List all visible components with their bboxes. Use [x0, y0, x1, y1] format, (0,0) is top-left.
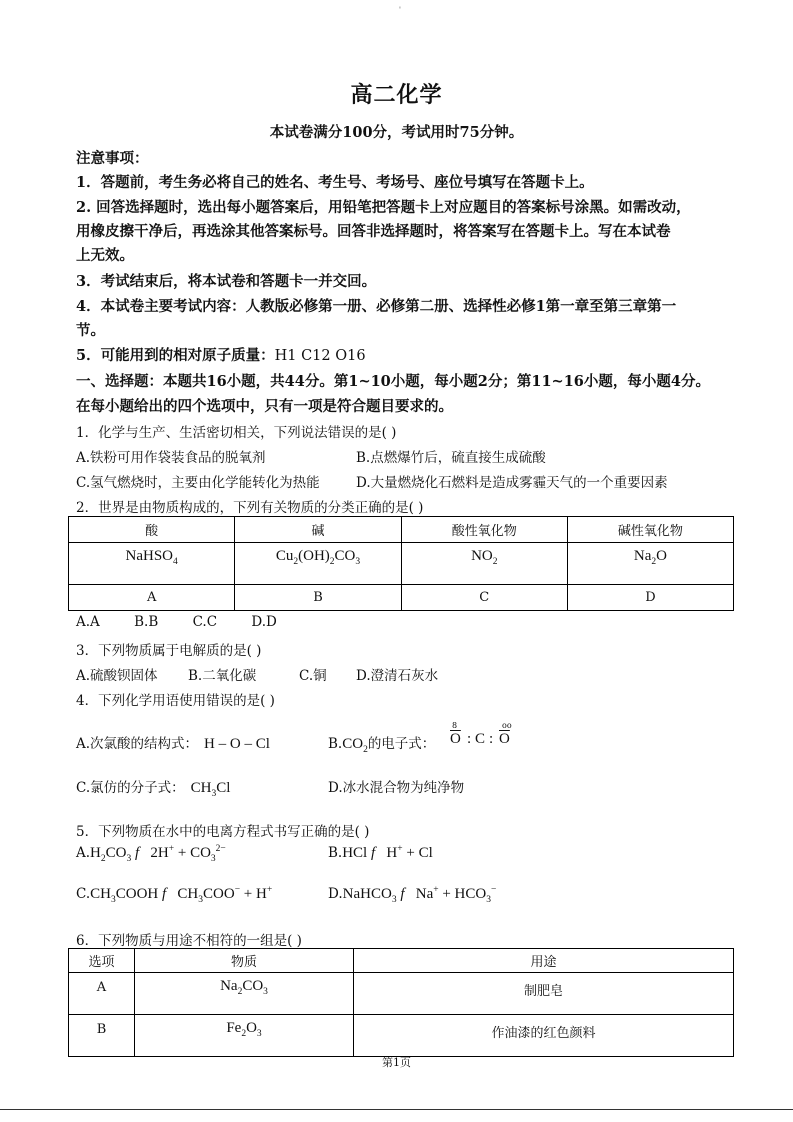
- note-2-line-1: 2. 回答选择题时，选出每小题答案后，用铅笔把答题卡上对应题目的答案标号涂黑。如需改动，: [76, 199, 691, 216]
- q4-option-d: D.冰水混合物为纯净物: [328, 780, 465, 796]
- q1-option-c: C.氢气燃烧时，主要由化学能转化为热能: [76, 475, 320, 491]
- q2-options: A.A B.B C.C D.D: [76, 614, 277, 630]
- electron-dots-left: 8: [452, 721, 458, 730]
- notes-heading: 注意事项：: [76, 150, 149, 167]
- note-2-line-2: 用橡皮擦干净后，再选涂其他答案标号。回答非选择题时，将答案写在答题卡上。写在本试卷: [76, 223, 671, 240]
- q4-option-a: A.次氯酸的结构式： H – O – Cl: [76, 736, 270, 752]
- electron-dots-right: oo: [502, 721, 512, 730]
- section-heading-line-2: 在每小题给出的四个选项中，只有一项是符合题目要求的。: [76, 398, 453, 415]
- q2-header-acid: 酸: [69, 517, 235, 543]
- q1-option-b: B.点燃爆竹后，硫直接生成硫酸: [356, 450, 546, 466]
- note-2-line-3: 上无效。: [76, 247, 134, 264]
- note-1: 1．答题前，考生务必将自己的姓名、考生号、考场号、座位号填写在答题卡上。: [76, 174, 594, 191]
- q4-stem: 4．下列化学用语使用错误的是( ): [76, 693, 275, 709]
- q6-header-substance: 物质: [135, 949, 354, 973]
- note-3: 3．考试结束后，将本试卷和答题卡一并交回。: [76, 273, 377, 290]
- q4-option-c: C.氯仿的分子式： $CH_3Cl$: [76, 780, 231, 799]
- q2-cell-cu2oh2co3: $Cu_2(OH)_2CO_3$: [235, 543, 401, 585]
- q6-row-a-use: 制肥皂: [354, 973, 734, 1015]
- q2-letter-b: B: [235, 585, 401, 611]
- q6-row-b-use: 作油漆的红色颜料: [354, 1015, 734, 1057]
- q5-option-a: $A.H_2CO_3$ f $2H^+ + CO_3^{2-}$: [76, 844, 226, 864]
- top-mark: ': [399, 6, 401, 14]
- page-bottom-rule: [0, 1109, 793, 1110]
- section-heading-line-1: 一、选择题：本题共16小题，共44分。第1~10小题，每小题2分；第11~16小题，每小题4分。: [76, 373, 710, 390]
- q6-row-a-option: A: [69, 973, 135, 1015]
- q5-option-d: D.NaHCO$_3$ f $Na^+ + HCO_3^-$: [328, 885, 497, 905]
- exam-info: 本试卷满分100分，考试用时75分钟。: [269, 124, 524, 141]
- q1-stem: 1．化学与生产、生活密切相关，下列说法错误的是( ): [76, 425, 397, 441]
- page-number: 第1页: [382, 1056, 411, 1069]
- q2-header-basic-oxide: 碱性氧化物: [567, 517, 733, 543]
- note-4-line-2: 节。: [76, 322, 105, 339]
- q5-option-b: B.HCl f H+ + Cl: [328, 844, 433, 861]
- q5-option-c: $C.CH_3COOH$ f $CH_3COO^- + H^+$: [76, 885, 273, 905]
- q2-letter-c: C: [401, 585, 567, 611]
- q5-stem: 5．下列物质在水中的电离方程式书写正确的是( ): [76, 824, 370, 840]
- page-title: 高二化学: [350, 82, 443, 108]
- q6-header-use: 用途: [354, 949, 734, 973]
- note-4-line-1: 4．本试卷主要考试内容：人教版必修第一册、必修第二册、选择性必修1第一章至第三章第一: [76, 298, 677, 315]
- note-5: 5．可能用到的相对原子质量：H1 C12 O16: [76, 347, 366, 364]
- q6-row-a-substance: $Na_2CO_3$: [135, 973, 354, 1015]
- q2-stem: 2．世界是由物质构成的，下列有关物质的分类正确的是( ): [76, 500, 424, 516]
- q2-cell-nahso4: NaHSO$_4$: [69, 543, 235, 585]
- q6-row-b-option: B: [69, 1015, 135, 1057]
- co2-electron-formula: $\overline{O}$ : C : $\overline{O}$ 8 oo: [450, 721, 512, 747]
- q2-cell-no2: $NO_2$: [401, 543, 567, 585]
- q3-stem: 3．下列物质属于电解质的是( ): [76, 643, 262, 659]
- q1-option-a: A.铁粉可用作袋装食品的脱氧剂: [76, 450, 266, 466]
- q6-header-option: 选项: [69, 949, 135, 973]
- q2-header-acidic-oxide: 酸性氧化物: [401, 517, 567, 543]
- q3-option-a: A.硫酸钡固体: [76, 668, 158, 684]
- q6-table: [68, 948, 734, 1057]
- q2-letter-a: A: [69, 585, 235, 611]
- q2-letter-d: D: [567, 585, 733, 611]
- q1-option-d: D.大量燃烧化石燃料是造成雾霾天气的一个重要因素: [356, 475, 668, 491]
- q3-option-d: D.澄清石灰水: [356, 668, 439, 684]
- q2-header-base: 碱: [235, 517, 401, 543]
- q6-stem: 6．下列物质与用途不相符的一组是( ): [76, 933, 302, 949]
- q6-row-b-substance: $Fe_2O_3$: [135, 1015, 354, 1057]
- q3-option-b: B.二氧化碳: [188, 668, 257, 684]
- q2-table: [68, 516, 734, 611]
- q4-option-b: $B.CO_2$的电子式：: [328, 736, 436, 755]
- q3-option-c: C.铜: [299, 668, 327, 684]
- q2-cell-na2o: $Na_2O$: [567, 543, 733, 585]
